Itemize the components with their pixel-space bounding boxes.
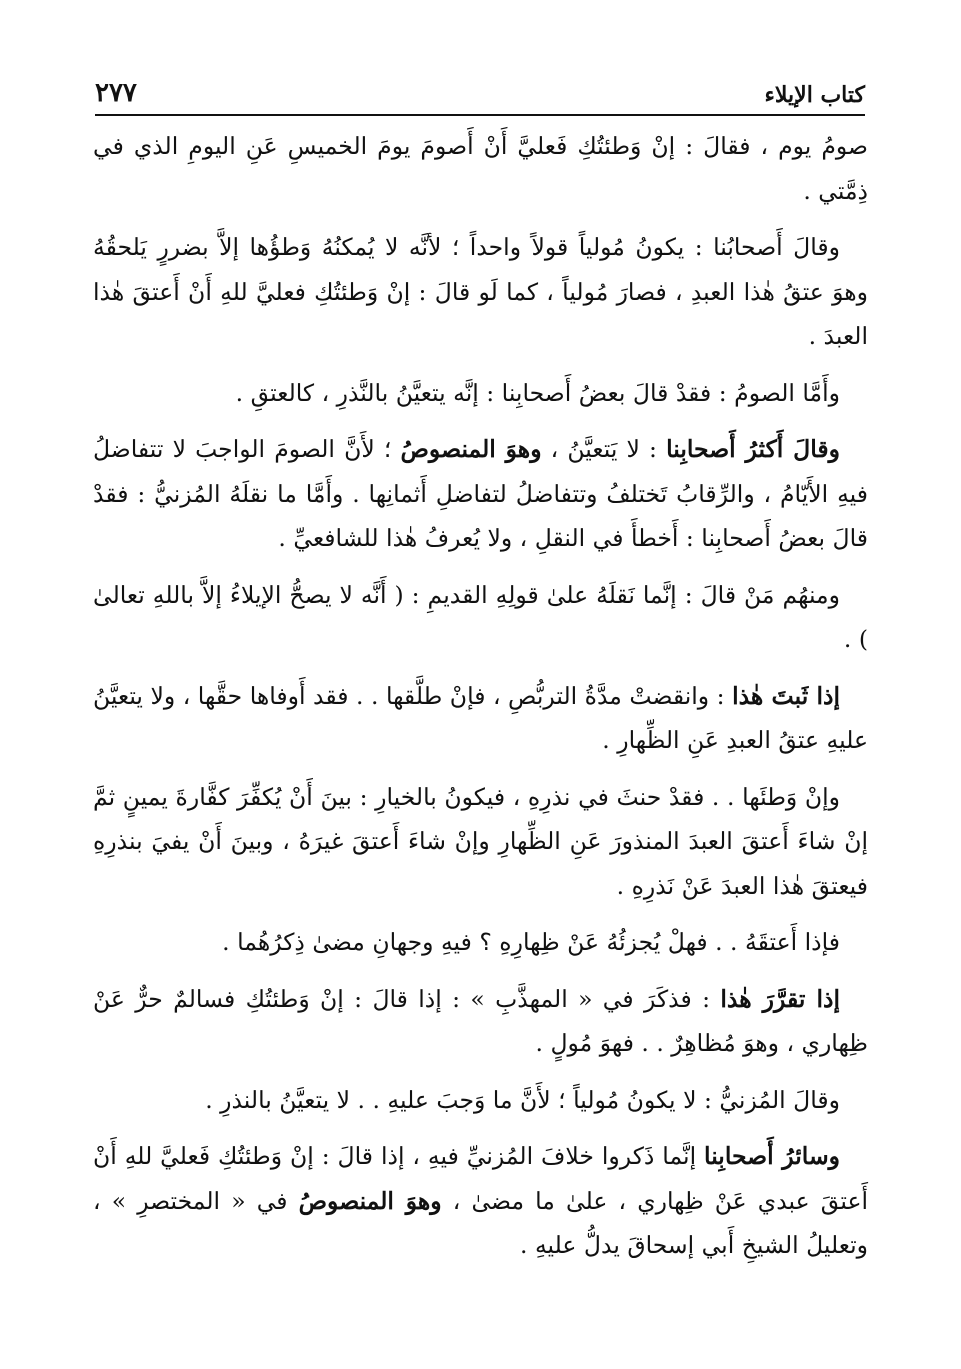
bold-phrase: وقالَ أَكثرُ أَصحابِنا <box>666 435 840 463</box>
paragraph <box>93 427 868 561</box>
text-run: ومنهُم مَنْ قالَ : إنَّما نَقلَهُ علىٰ قولِهِ القديمِ : ( أَنَّه لا يصحُّ الإيلاءُ إلاَّ باللهِ تعالىٰ ) . <box>93 580 868 653</box>
paragraph <box>93 225 868 359</box>
text-run: وأَمَّا الصومُ : فقدْ قالَ بعضُ أَصحابِنا : إنَّه يتعيَّنُ بالنَّذرِ ، كالعتقِ . <box>235 378 840 407</box>
page-number: ٢٧٧ <box>95 78 137 108</box>
paragraph <box>93 573 868 662</box>
paragraph <box>93 674 868 763</box>
bold-phrase: إذا تقرَّرَ هٰذا <box>720 984 841 1013</box>
bold-phrase: وهوَ المنصوصُ <box>298 1186 442 1215</box>
text-run: : لا يَتعيَّنُ ، <box>541 435 667 463</box>
paragraph <box>93 1134 868 1268</box>
bold-phrase: وسائرُ أَصحابِنا <box>704 1142 840 1170</box>
paragraph <box>93 775 868 909</box>
paragraph <box>93 124 868 213</box>
running-title: كتاب الإيلاء <box>764 82 865 108</box>
page-body <box>93 124 868 1280</box>
text-run: ؛ لأَنَّ الصومَ الواجبَ لا تتفاضلُ فيهِ الأَيّامُ ، والرِّقابُ تَختلفُ وتتفاضلُ لتفاضلِ أَثمانِها . وأَمَّا ما نقلَهُ المُزنيُّ : فقدْ قالَ بعضُ أَصحابِنا : أَخطأَ في النقلِ ، ولا يُعرفُ هٰذا للشافعيِّ . <box>93 435 868 552</box>
paragraph <box>93 977 868 1066</box>
page-header <box>95 72 865 116</box>
text-run: وقالَ أَصحابُنا : يكونُ مُولياً قولاً واحداً ؛ لأنَّه لا يُمكنُهُ وَطؤُها إلاَّ بضررٍ يَلحقُهُ وهوَ عتقُ هٰذا العبدِ ، فصارَ مُولياً ، كما لَو قالَ : إنْ وَطئتُكِ فعليَّ للهِ أَنْ أَعتقَ هٰذا العبدَ . <box>93 233 868 350</box>
paragraph <box>93 1078 868 1123</box>
text-run: صومُ يوم ، فقالَ : إنْ وَطئتُكِ فَعليَّ أَنْ أَصومَ يومَ الخميسِ عَنِ اليومِ الذي في ذِمَّتي . <box>93 132 868 205</box>
bold-phrase: وهوَ المنصوصُ <box>400 435 542 463</box>
paragraph <box>93 371 868 416</box>
text-run: إنَّما ذَكروا خلافَ المُزنيِّ فيهِ ، إذا قالَ : إنْ وَطئتُكِ فَعليَّ للهِ أَنْ أَعتقَ عبدي عَنْ ظِهاري ، علىٰ ما مضىٰ ، <box>93 1142 868 1215</box>
bold-phrase: إذا ثَبتَ هٰذا <box>732 681 840 710</box>
text-run: : فذكَرَ في « المهذَّبِ » : إذا قالَ : إنْ وَطئتُكِ فسالمٌ حرٌّ عَنْ ظِهاري ، وهوَ مُظاهِرٌ . . فهوَ مُولٍ . <box>93 984 868 1057</box>
text-run: وإنْ وَطئَها . . فقدْ حنثَ في نذرِهِ ، فيكونُ بالخيارِ : بينَ أَنْ يُكفِّرَ كفَّارةَ يمينٍ ثمَّ إنْ شاءَ أَعتقَ العبدَ المنذورَ عَنِ الظِّهارِ وإنْ شاءَ أَعتقَ غيرَهُ ، وبينَ أَنْ يفيَ بنذرِهِ فيعتقَ هٰذا العبدَ عَنْ نَذرِهِ . <box>93 782 868 900</box>
text-run: فإذا أَعتقَهُ . . فهلْ يُجزئُهُ عَنْ ظِهارِهِ ؟ فيهِ وجهانِ مضىٰ ذِكرُهُما . <box>222 928 840 956</box>
paragraph <box>93 920 868 965</box>
text-run: : وانقضتْ مدَّةُ التربُّصِ ، فإنْ طلَّقها . . فقد أَوفاها حقَّها ، ولا يتعيَّنُ عليهِ عتقُ العبدِ عَنِ الظِّهارِ . <box>93 681 868 754</box>
text-run: في « المختصرِ » ، وتعليلُ الشيخِ أَبي إسحاقَ يدلُّ عليهِ . <box>93 1186 868 1259</box>
text-run: وقالَ المُزنيُّ : لا يكونُ مُولياً ؛ لأَنَّ ما وَجبَ عليهِ . . لا يتعيَّنُ بالنذرِ . <box>205 1085 840 1114</box>
